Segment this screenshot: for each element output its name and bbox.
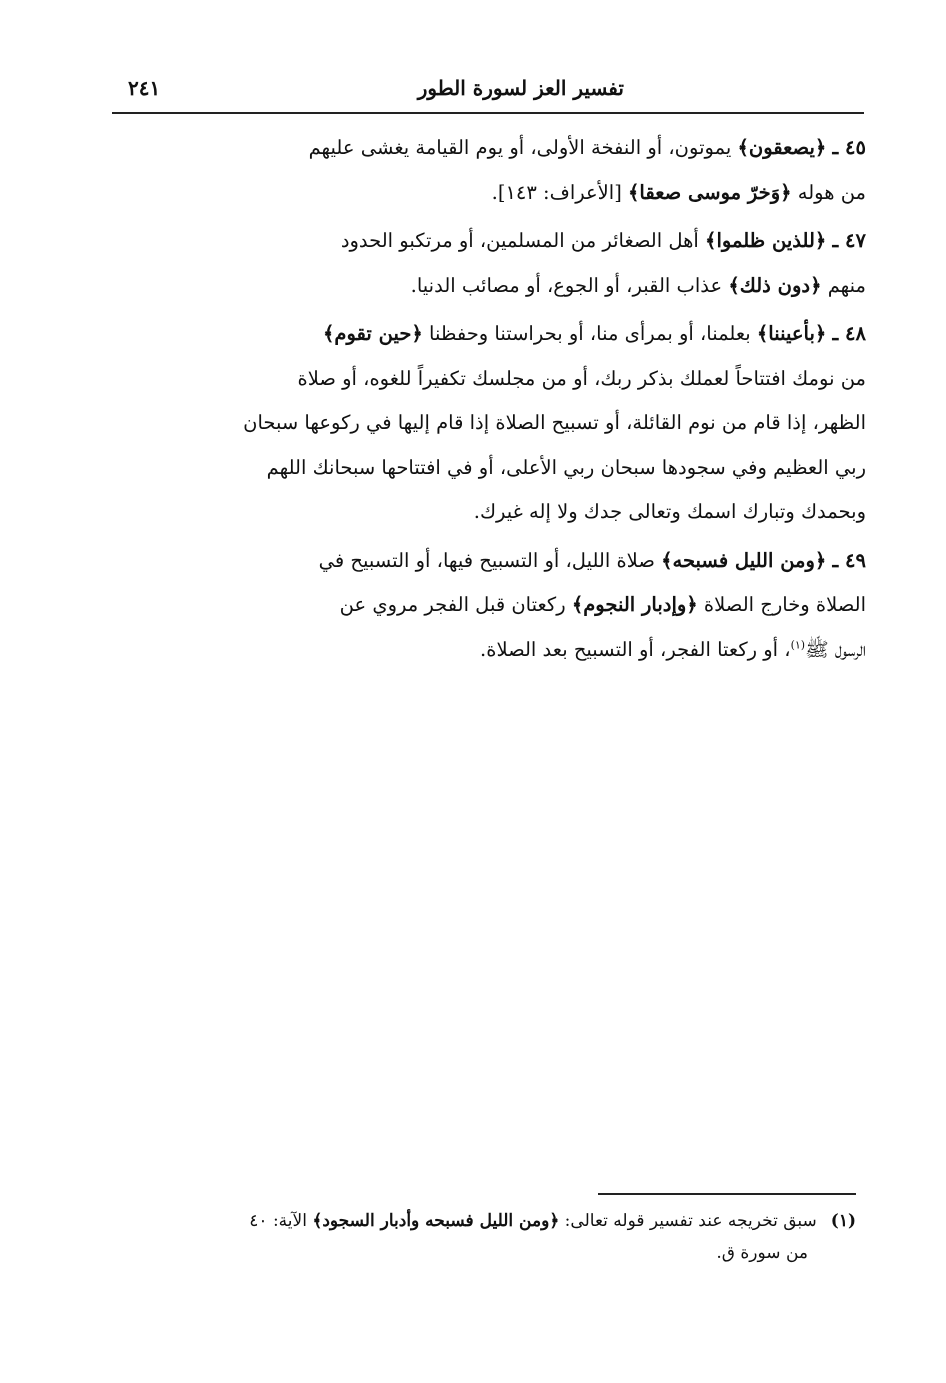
page-header bbox=[112, 70, 864, 114]
paragraph-text: وبحمدك وتبارك اسمك وتعالى جدك ولا إله غيرك. bbox=[473, 500, 866, 523]
paragraph-text: الظهر، إذا قام من نوم القائلة، أو تسبيح الصلاة إذا قام إليها في ركوعها سبحان bbox=[243, 411, 866, 434]
verse-number: ٤٨ ـ bbox=[832, 322, 866, 345]
verse-number: ٤٧ ـ bbox=[832, 229, 866, 252]
paragraph-text: [الأعراف: ١٤٣]. bbox=[491, 180, 628, 204]
footnote-rule bbox=[598, 1193, 856, 1195]
paragraph-text: يموتون، أو النفخة الأولى، أو يوم القيامة يغشى عليهم bbox=[308, 136, 738, 159]
paragraph-text: أهل الصغائر من المسلمين، أو مرتكبو الحدود bbox=[340, 229, 706, 252]
quran-quote: ﴿وَخرّ موسى صعقا﴾ bbox=[628, 180, 792, 204]
verse-number: ٤٩ ـ bbox=[832, 548, 866, 572]
paragraph-text: منهم bbox=[821, 273, 866, 297]
quran-quote: ﴿للذين ظلموا﴾ bbox=[705, 229, 827, 252]
main-text bbox=[118, 126, 866, 672]
paragraph-text: الرسول ﷺ bbox=[805, 637, 866, 661]
paragraph-text: من هوله bbox=[791, 180, 866, 204]
paragraph-text: ربي العظيم وفي سجودها سبحان ربي الأعلى، أو في افتتاحها سبحانك اللهم bbox=[266, 455, 866, 479]
footnote-reference[interactable]: (١) bbox=[790, 638, 806, 651]
paragraph-text: ركعتان قبل الفجر مروي عن bbox=[339, 593, 572, 616]
page-number: ٢٤١ bbox=[128, 76, 161, 100]
footnote-text: سبق تخريجه عند تفسير قوله تعالى: bbox=[559, 1211, 817, 1231]
verse-number: ٤٥ ـ bbox=[832, 136, 866, 159]
footnote-marker: (١) bbox=[830, 1211, 856, 1231]
paragraph-verse-47 bbox=[118, 219, 866, 308]
paragraph-text: ، أو ركعتا الفجر، أو التسبيح بعد الصلاة. bbox=[480, 637, 791, 661]
quran-quote: ﴿حين تقوم﴾ bbox=[322, 322, 423, 345]
quran-quote: ﴿بأعيننا﴾ bbox=[756, 322, 827, 345]
paragraph-text: عذاب القبر، أو الجوع، أو مصائب الدنيا. bbox=[410, 273, 729, 297]
footnote-text: من سورة ق. bbox=[716, 1243, 808, 1263]
quran-quote: ﴿ومن الليل فسبحه﴾ bbox=[661, 548, 827, 572]
quran-quote: ﴿يصعقون﴾ bbox=[737, 136, 827, 159]
paragraph-verse-49 bbox=[118, 539, 866, 673]
paragraph-text: الصلاة وخارج الصلاة bbox=[697, 593, 866, 616]
running-title: تفسير العز لسورة الطور bbox=[417, 76, 624, 100]
paragraph-text: من نومك افتتاحاً لعملك بذكر ربك، أو من مجلسك تكفيراً للغوه، أو صلاة bbox=[297, 366, 866, 390]
paragraph-verse-48 bbox=[118, 312, 866, 535]
quran-quote: ﴿ومن الليل فسبحه وأدبار السجود﴾ bbox=[312, 1211, 560, 1231]
quran-quote: ﴿دون ذلك﴾ bbox=[728, 273, 822, 297]
quran-quote: ﴿وإدبار النجوم﴾ bbox=[571, 593, 698, 616]
paragraph-verse-45 bbox=[118, 126, 866, 215]
footnote-text: الآية: ٤٠ bbox=[249, 1211, 313, 1231]
header-rule bbox=[112, 112, 864, 114]
footnote bbox=[100, 1205, 866, 1269]
paragraph-text: بعلمنا، أو بمرأى منا، أو بحراستنا وحفظنا bbox=[422, 322, 757, 345]
paragraph-text: صلاة الليل، أو التسبيح فيها، أو التسبيح في bbox=[318, 548, 662, 572]
